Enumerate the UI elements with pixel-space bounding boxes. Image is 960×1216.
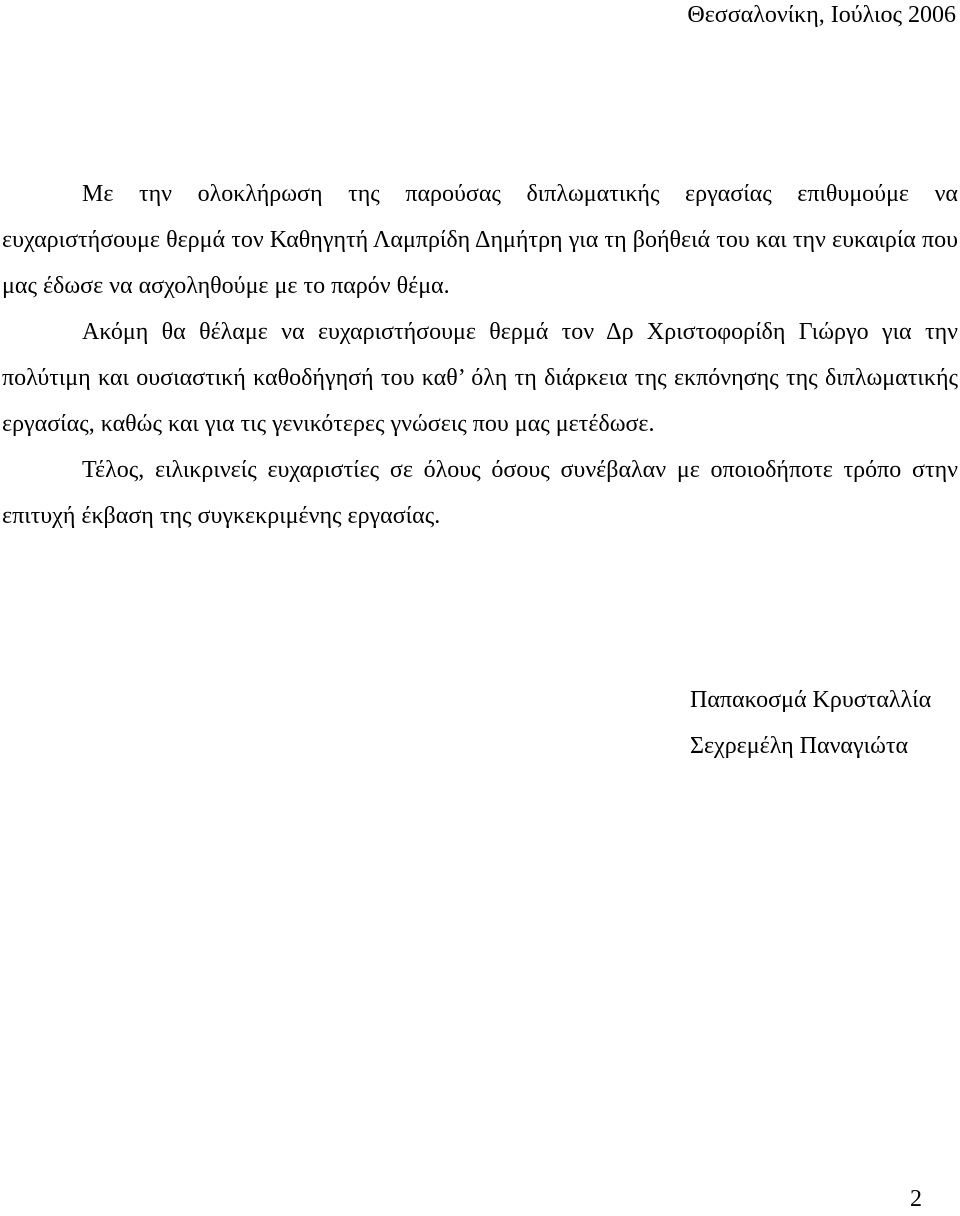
page-number: 2 [910,1186,922,1212]
signature-name-2: Σεχρεμέλη Παναγιώτα [690,733,909,759]
paragraph-3: Τέλος, ειλικρινείς ευχαριστίες σε όλους όσους συνέβαλαν με οποιοδήποτε τρόπο στην επιτυχή έκβαση της συγκεκριμένης εργασίας. [2,457,958,529]
signature-name-1: Παπακοσμά Κρυσταλλία [690,687,932,713]
acknowledgements-body [2,171,958,539]
paragraph-1: Με την ολοκλήρωση της παρούσας διπλωματικής εργασίας επιθυμούμε να ευχαριστήσουμε θερμά τον Καθηγητή Λαμπρίδη Δημήτρη για τη βοήθειά του και την ευκαιρία που μας έδωσε να ασχοληθούμε με το παρόν θέμα. [2,181,958,299]
paragraph-2: Ακόμη θα θέλαμε να ευχαριστήσουμε θερμά τον Δρ Χριστοφορίδη Γιώργο για την πολύτιμη και ουσιαστική καθοδήγησή του καθ’ όλη τη διάρκεια της εκπόνησης της διπλωματικής εργασίας, καθώς και για τις γενικότερες γνώσεις που μας μετέδωσε. [2,319,958,437]
signatures-block [690,677,931,769]
dateline: Θεσσαλονίκη, Ιούλιος 2006 [687,2,956,28]
